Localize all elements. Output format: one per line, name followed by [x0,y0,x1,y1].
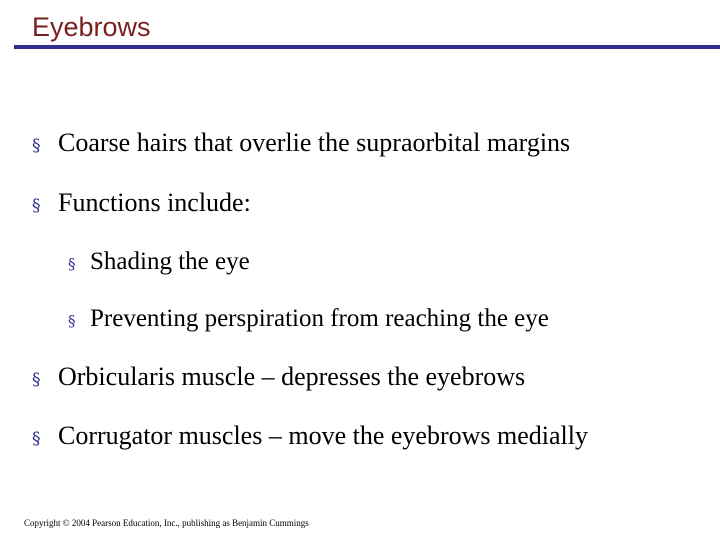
bullet-item [32,188,251,221]
title-divider [14,45,720,49]
slide-title: Eyebrows [32,12,151,42]
sub-bullet-item [68,247,250,279]
bullet-text: Corrugator muscles – move the eyebrows medially [58,421,588,450]
bullet-section-icon: § [32,136,41,156]
bullet-text: Preventing perspiration from reaching the eye [90,305,549,332]
bullet-text: Orbicularis muscle – depresses the eyebrows [58,362,526,391]
bullet-text: Coarse hairs that overlie the supraorbital margins [58,128,571,157]
bullet-item [32,421,588,454]
bullet-section-icon: § [32,196,41,216]
bullet-item [32,362,525,395]
bullet-text: Functions include: [58,188,251,217]
bullet-item [32,128,570,161]
bullet-section-icon: § [68,255,76,273]
copyright-footer: Copyright © 2004 Pearson Education, Inc., publishing as Benjamin Cummings [24,518,309,528]
bullet-section-icon: § [32,429,41,449]
bullet-section-icon: § [32,370,41,390]
bullet-section-icon: § [68,312,76,330]
bullet-text: Shading the eye [90,248,250,275]
sub-bullet-item [68,304,549,336]
